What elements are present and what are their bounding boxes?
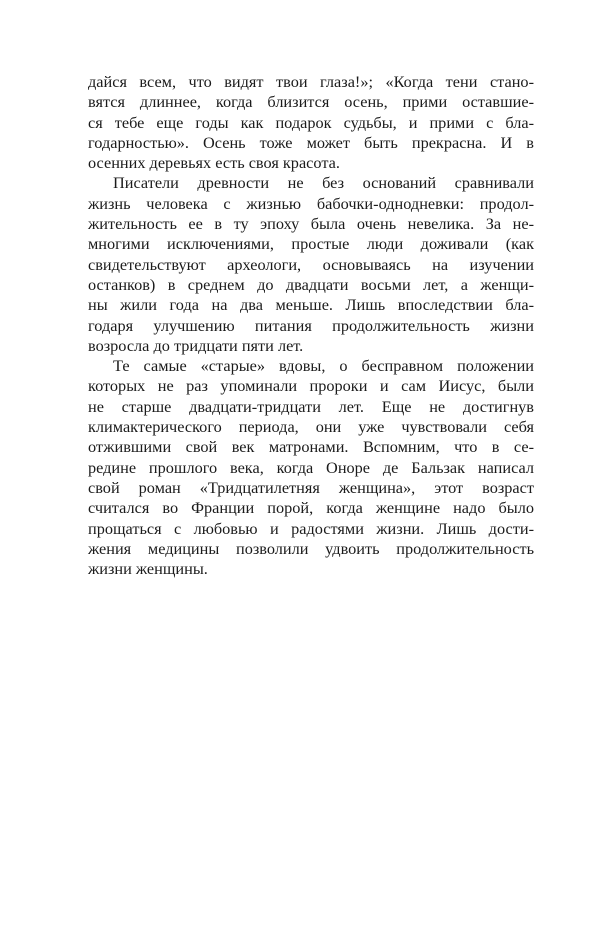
text-line: жительность ее в ту эпоху была очень невелика. За не- bbox=[88, 214, 534, 234]
text-line: дайся всем, что видят твои глаза!»; «Когда тени стано- bbox=[88, 72, 534, 91]
text-line: возросла до тридцати пяти лет. bbox=[88, 335, 304, 355]
text-line: ны жили года на два меньше. Лишь впоследствии бла- bbox=[88, 295, 534, 315]
paragraph-2 bbox=[88, 173, 534, 356]
text-line: ся тебе еще годы как подарок судьбы, и прими с бла- bbox=[88, 112, 534, 132]
text-line: жения медицины позволили удвоить продолжительность bbox=[88, 538, 534, 558]
text-line: останков) в среднем до двадцати восьми лет, а женщи- bbox=[88, 274, 534, 294]
text-line: осенних деревьях есть своя красота. bbox=[88, 153, 340, 173]
text-line: Писатели древности не без оснований сравнивали bbox=[113, 173, 534, 193]
paragraph-1 bbox=[88, 72, 534, 173]
text-line: редине прошлого века, когда Оноре де Бальзак написал bbox=[88, 457, 534, 477]
text-line: годарностью». Осень тоже может быть прекрасна. И в bbox=[88, 132, 534, 152]
text-line: вятся длиннее, когда близится осень, прими оставшие- bbox=[88, 92, 534, 112]
text-line: многими исключениями, простые люди доживали (как bbox=[88, 234, 534, 254]
paragraph-3 bbox=[88, 356, 534, 579]
text-line: Те самые «старые» вдовы, о бесправном положении bbox=[113, 356, 534, 376]
text-line: годаря улучшению питания продолжительность жизни bbox=[88, 315, 534, 335]
text-line: которых не раз упоминали пророки и сам Иисус, были bbox=[88, 376, 534, 396]
text-line: не старше двадцати-тридцати лет. Еще не достигнув bbox=[88, 396, 534, 416]
text-line: считался во Франции порой, когда женщине надо было bbox=[88, 498, 534, 518]
text-line: жизнь человека с жизнью бабочки-однодневки: продол- bbox=[88, 193, 534, 213]
text-line: свой роман «Тридцатилетняя женщина», этот возраст bbox=[88, 477, 534, 497]
text-line: жизни женщины. bbox=[88, 559, 208, 579]
page-body bbox=[88, 72, 534, 579]
text-line: прощаться с любовью и радостями жизни. Лишь дости- bbox=[88, 518, 534, 538]
text-line: отжившими свой век матронами. Вспомним, что в се- bbox=[88, 437, 534, 457]
text-line: свидетельствуют археологи, основываясь на изучении bbox=[88, 254, 534, 274]
text-line: климактерического периода, они уже чувствовали себя bbox=[88, 417, 534, 437]
